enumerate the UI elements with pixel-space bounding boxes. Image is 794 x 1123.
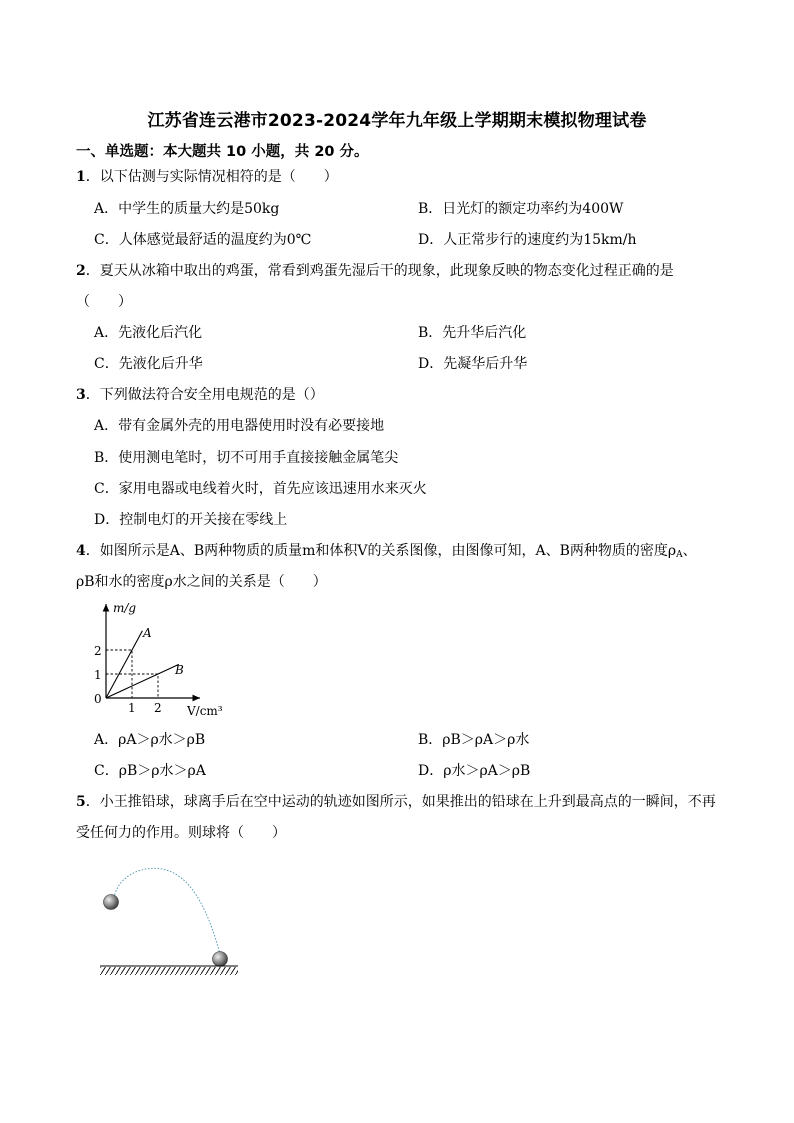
q2-option-a: A．先液化后汽化 — [94, 325, 203, 341]
trajectory-curve — [114, 868, 220, 954]
question-2: 2．夏天从冰箱中取出的鸡蛋，常看到鸡蛋先湿后干的现象，此现象反映的物态变化过程正确的是 — [76, 263, 674, 279]
question-number: 2 — [76, 263, 86, 279]
q3-option-b: B．使用测电笔时，切不可用手直接接触金属笔尖 — [94, 450, 399, 466]
series-line-a — [106, 631, 142, 698]
q1-option-d: D．人正常步行的速度约为15km/h — [418, 232, 637, 248]
question-5-line2: 受任何力的作用。则球将（ ） — [76, 825, 286, 841]
q3-option-d: D．控制电灯的开关接在零线上 — [94, 512, 288, 528]
q2-option-d: D．先凝华后升华 — [418, 356, 528, 372]
q4-option-c: C．ρB＞ρ水＞ρA — [94, 763, 206, 779]
series-lines — [106, 631, 179, 698]
question-stem: 如图所示是A、B两种物质的质量m和体积V的关系图像，由图像可知，A、B两种物质的密度ρ — [99, 543, 677, 559]
q1-option-b: B．日光灯的额定功率约为400W — [418, 201, 624, 217]
question-4: 4．如图所示是A、B两种物质的质量m和体积V的关系图像，由图像可知，A、B两种物质的密度$\rho_A$、 — [76, 543, 697, 560]
series-line-b — [106, 664, 179, 698]
x-tick-1: 1 — [128, 701, 136, 715]
question-number: 1 — [76, 169, 86, 185]
question-4-line2: ρB和水的密度ρ水之间的关系是（ ） — [76, 574, 327, 590]
question-stem: 夏天从冰箱中取出的鸡蛋，常看到鸡蛋先湿后干的现象，此现象反映的物态变化过程正确的是 — [99, 263, 674, 279]
question-stem: 下列做法符合安全用电规范的是（） — [99, 387, 324, 403]
x-axis-label: V/cm³ — [187, 704, 223, 718]
section-heading: 一、单选题：本大题共 10 小题，共 20 分。 — [76, 144, 369, 160]
q2-option-c: C．先液化后升华 — [94, 356, 203, 372]
q3-option-a: A．带有金属外壳的用电器使用时没有必要接地 — [94, 418, 385, 434]
question-stem-end: 、 — [682, 543, 697, 559]
q4-option-b: B．ρB＞ρA＞ρ水 — [418, 732, 530, 748]
q4-option-a: A．ρA＞ρ水＞ρB — [94, 732, 206, 748]
dashed-guides — [106, 650, 158, 698]
question-stem: 小王推铅球，球离手后在空中运动的轨迹如图所示，如果推出的铅球在上升到最高点的一瞬间，不再 — [99, 794, 716, 810]
mass-volume-graph — [88, 598, 248, 723]
y-axis-label: m/g — [113, 601, 137, 615]
q1-option-c: C．人体感觉最舒适的温度约为0℃ — [94, 232, 312, 248]
y-tick-2: 2 — [94, 644, 102, 658]
question-2-line2: （ ） — [76, 294, 132, 310]
question-number: 5 — [76, 794, 86, 810]
series-label-b: B — [175, 663, 184, 677]
page-title: 江苏省连云港市2023-2024学年九年级上学期期末模拟物理试卷 — [147, 111, 647, 131]
shot-put-figure — [96, 862, 246, 982]
q4-option-d: D．ρ水＞ρA＞ρB — [418, 763, 531, 779]
question-5: 5．小王推铅球，球离手后在空中运动的轨迹如图所示，如果推出的铅球在上升到最高点的一瞬间，不再 — [76, 794, 716, 810]
q1-option-a: A．中学生的质量大约是50kg — [94, 201, 280, 217]
origin-label: 0 — [94, 692, 102, 706]
question-3: 3．下列做法符合安全用电规范的是（） — [76, 387, 324, 403]
question-stem: 以下估测与实际情况相符的是（ ） — [99, 169, 338, 185]
density-subscript: A — [676, 550, 683, 560]
q2-option-b: B．先升华后汽化 — [418, 325, 527, 341]
ground-hatch — [100, 967, 238, 975]
shot-ball-start — [104, 895, 119, 910]
shot-ball-landing — [213, 952, 228, 967]
question-number: 4 — [76, 543, 86, 559]
question-number: 3 — [76, 387, 86, 403]
q3-option-c: C．家用电器或电线着火时，首先应该迅速用水来灭火 — [94, 481, 427, 497]
x-tick-2: 2 — [154, 701, 162, 715]
y-tick-1: 1 — [94, 668, 102, 682]
series-label-a: A — [143, 626, 152, 640]
question-1: 1．以下估测与实际情况相符的是（ ） — [76, 169, 338, 185]
